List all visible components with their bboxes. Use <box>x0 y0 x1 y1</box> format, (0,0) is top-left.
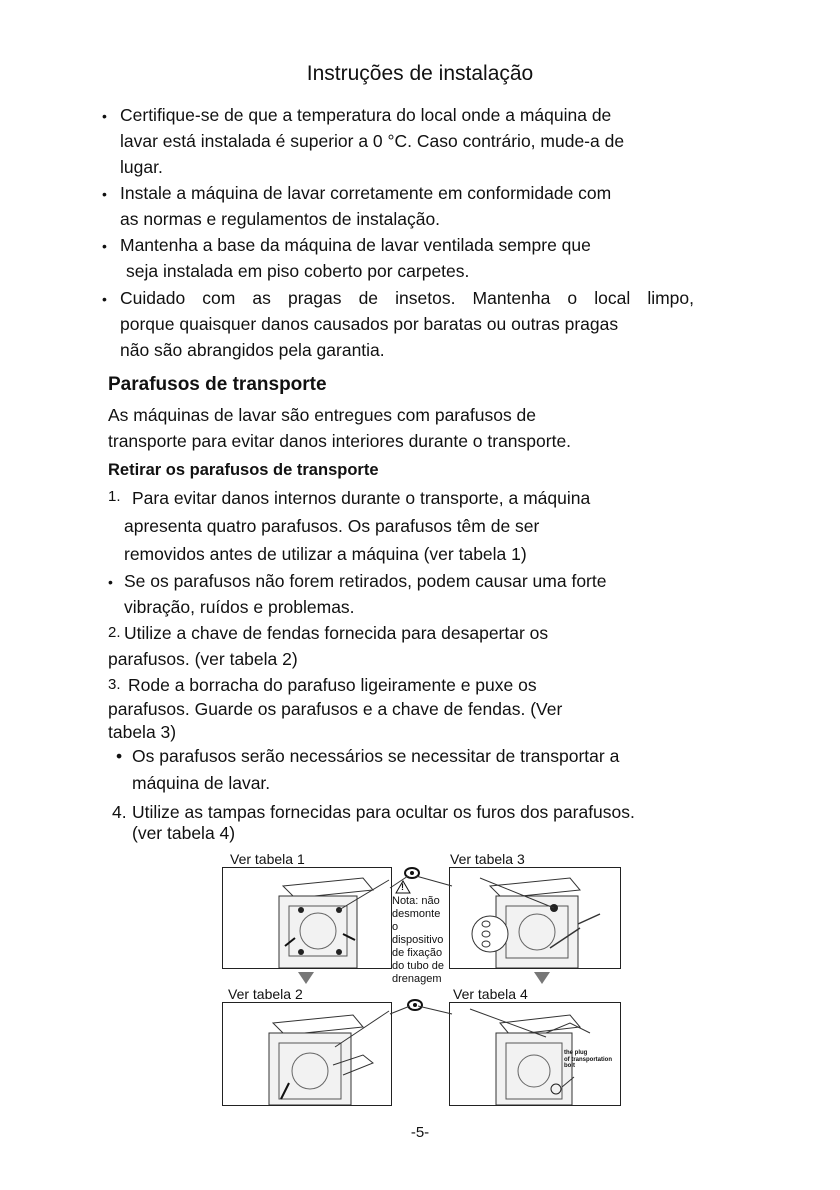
note-line: drenagem <box>392 973 442 985</box>
section-heading: Parafusos de transporte <box>108 374 327 395</box>
figure-label-1: Ver tabela 1 <box>230 851 305 867</box>
figure-label-2: Ver tabela 2 <box>228 986 303 1002</box>
warning-icon <box>395 880 411 894</box>
washing-machine-illustration <box>450 868 620 968</box>
bullet-line: lavar está instalada é superior a 0 °C. Caso contrário, mude-a de <box>120 131 625 151</box>
bullet-line: não são abrangidos pela garantia. <box>120 340 385 360</box>
step-line: Rode a borracha do parafuso ligeiramente e puxe os <box>128 675 537 695</box>
bullet-line: as normas e regulamentos de instalação. <box>120 209 441 229</box>
plug-label <box>564 1050 612 1070</box>
page-number: -5- <box>410 1124 430 1141</box>
bullet-line: Os parafusos serão necessários se necessitar de transportar a <box>132 746 620 766</box>
bullet-marker: • <box>102 108 107 124</box>
bullet-line: vibração, ruídos e problemas. <box>124 597 355 617</box>
note-line: dispositivo <box>392 934 444 946</box>
bullet-line: Mantenha a base da máquina de lavar ventilada sempre que <box>120 235 591 255</box>
intro-line: transporte para evitar danos interiores durante o transporte. <box>108 431 572 451</box>
bullet-marker: • <box>108 574 113 590</box>
bullet-line: lugar. <box>120 157 163 177</box>
plug-label-line: of transportation <box>564 1056 612 1063</box>
step-line: tabela 3) <box>108 722 177 742</box>
step-number: 2. <box>108 624 121 641</box>
step-line: apresenta quatro parafusos. Os parafusos têm de ser <box>124 516 540 536</box>
bullet-line: seja instalada em piso coberto por carpetes. <box>126 261 470 281</box>
page-title: Instruções de instalação <box>306 62 534 85</box>
note-line: do tubo de <box>392 960 444 972</box>
bullet-line: Instale a máquina de lavar corretamente em conformidade com <box>120 183 612 203</box>
down-arrow-icon <box>532 970 552 986</box>
bullet-marker: • <box>116 746 123 766</box>
step-line: parafusos. Guarde os parafusos e a chave de fendas. (Ver <box>108 699 563 719</box>
figure-panel-1 <box>222 867 392 969</box>
step-number: 3. <box>108 676 121 693</box>
figure-label-3: Ver tabela 3 <box>450 851 525 867</box>
step-line: parafusos. (ver tabela 2) <box>108 649 298 669</box>
figure-panel-2 <box>222 1002 392 1106</box>
bullet-marker: • <box>102 238 107 254</box>
step-line: Utilize as tampas fornecidas para ocultar os furos dos parafusos. <box>132 802 635 822</box>
step-number: 1. <box>108 488 121 505</box>
bullet-line: Certifique-se de que a temperatura do local onde a máquina de <box>120 105 612 125</box>
bullet-marker: • <box>102 186 107 202</box>
figure-label-4: Ver tabela 4 <box>453 986 528 1002</box>
bullet-line: Cuidado com as pragas de insetos. Mantenha o local limpo, <box>120 288 694 308</box>
step-line: Para evitar danos internos durante o transporte, a máquina <box>132 488 591 508</box>
down-arrow-icon <box>296 970 316 986</box>
bullet-line: Se os parafusos não forem retirados, podem causar uma forte <box>124 571 607 591</box>
note-text <box>392 895 444 986</box>
bullet-line: máquina de lavar. <box>132 773 271 793</box>
step-line: Utilize a chave de fendas fornecida para desapertar os <box>124 623 549 643</box>
step-line: (ver tabela 4) <box>132 823 236 843</box>
bullet-line: porque quaisquer danos causados por baratas ou outras pragas <box>120 314 619 334</box>
plug-label-line: bolt <box>564 1063 575 1069</box>
plug-label-line: the plug <box>564 1050 588 1056</box>
subsection-heading: Retirar os parafusos de transporte <box>108 461 379 479</box>
washing-machine-illustration <box>223 868 391 968</box>
warning-symbol: ! <box>401 882 404 892</box>
bullet-marker: • <box>102 291 107 307</box>
step-number: 4. <box>112 802 127 822</box>
intro-line: As máquinas de lavar são entregues com parafusos de <box>108 405 537 425</box>
note-line: de fixação <box>392 947 443 959</box>
note-line: Nota: não <box>392 895 440 907</box>
note-line: o <box>392 921 399 933</box>
washing-machine-illustration <box>223 1003 391 1105</box>
note-line: desmonte <box>392 908 441 920</box>
figure-panel-3 <box>449 867 621 969</box>
step-line: removidos antes de utilizar a máquina (ver tabela 1) <box>124 544 527 564</box>
